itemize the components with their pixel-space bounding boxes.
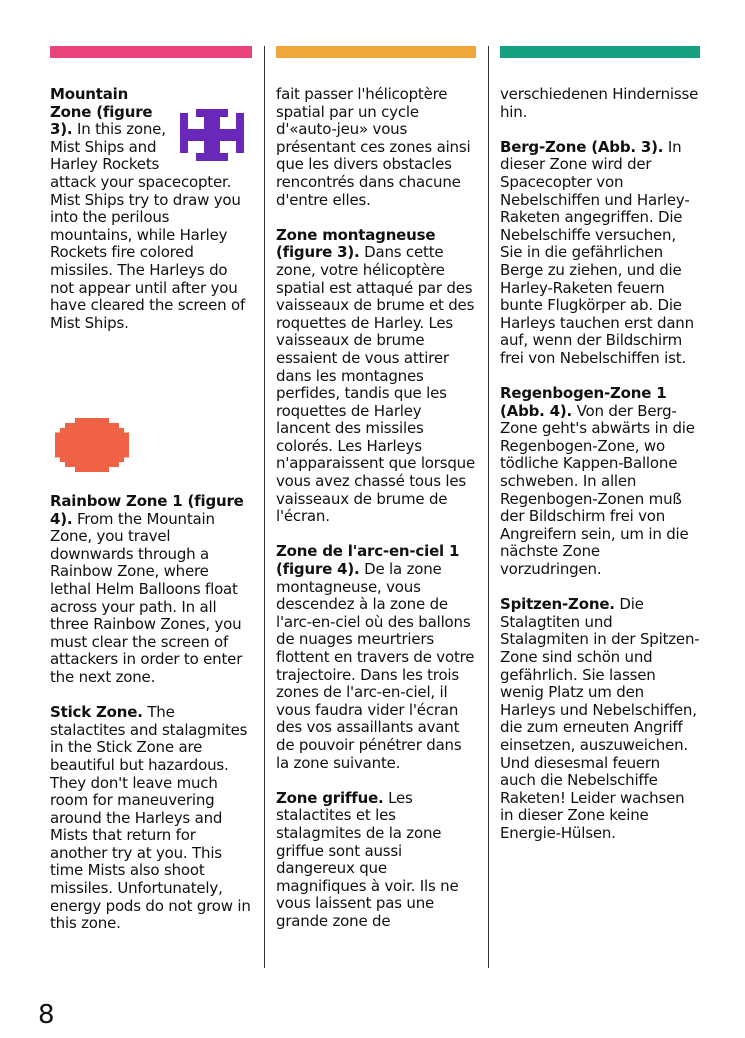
zone-griffue-heading: Zone griffue. [276,788,384,807]
page-number: 8 [38,1000,55,1030]
stick-zone-heading: Stick Zone. [50,703,143,722]
zone-montagneuse-heading: Zone montagneuse (figure 3). [276,225,436,262]
mountain-zone-heading: Mountain Zone (figure 3). [50,85,153,139]
spitzen-zone-paragraph [500,596,700,842]
spitzen-zone-heading: Spitzen-Zone. [500,595,615,614]
color-bar-english [50,46,252,58]
stick-zone-paragraph [50,704,252,933]
regenbogen-zone-heading: Regenbogen-Zone 1 (Abb. 4). [500,384,667,420]
zone-arc-en-ciel-heading: Zone de l'arc-en-ciel 1 (figure 4). [276,542,460,579]
french-column [276,46,476,948]
regenbogen-zone-text: Von der Berg-Zone geht's abwärts in die Regenbogen-Zone, wo tödliche Kappen-Ballone schweben. In allen Regenbogen-Zonen muß der Bildschirm frei von Angreifern sein, um in die nächste Zone vorzudringen. [500,401,695,579]
spitzen-zone-text: Die Stalagtiten und Stalagmiten in der Spitzen-Zone sind schön und gefährlich. Sie lassen wenig Platz um den Harleys und Nebelschiffen, die zum erneuten Angriff einsetzen, auszuweichen. Und diesesmal feuern auch die Nebelschiffe Raketen! Leider wachsen in dieser Zone keine Energie-Hülsen. [500,595,700,842]
mountain-zone-text: In this zone, Mist Ships and Harley Rockets attack your spacecopter. Mist Ships try to draw you into the perilous mountains, while Harley Rockets fire colored missiles. The Harleys do not appear until after you have cleared the screen of Mist Ships. [50,120,246,332]
rainbow-zone-text: From the Mountain Zone, you travel downwards through a Rainbow Zone, where lethal Helm Balloons float across your path. In all three Rainbow Zones, you must clear the screen of attackers in order to enter the next zone. [50,509,243,686]
stick-zone-text: The stalactites and stalagmites in the Stick Zone are beautiful but hazardous. They don't leave much room for maneuvering around the Harleys and Mists that return for another try at you. This time Mists also shoot missiles. Unfortunately, energy pods do not grow in this zone. [50,703,251,933]
color-bar-french [276,46,476,58]
spacecopter-icon [180,108,244,162]
english-column [50,46,252,933]
regenbogen-zone-paragraph [500,385,700,579]
berg-zone-text: In dieser Zone wird der Spacecopter von Nebelschiffen und Harley-Raketen angegriffen. Die Nebelschiffe versuchen, Sie in die gefährlichen Berge zu ziehen, und die Harley-Raketen feuern bunte Flugkörper ab. Die Harleys tauchen erst dann auf, wenn der Bildschirm frei von Nebelschiffen ist. [500,137,694,367]
french-intro-paragraph: fait passer l'hélicoptère spatial par un cycle d'«auto-jeu» vous présentant ces zones ainsi que les divers obstacles rencontrés dans chacune d'entre elles. [276,85,471,209]
helm-balloon-icon [55,418,129,472]
column-divider-2 [488,46,489,968]
berg-zone-paragraph [500,139,700,368]
german-intro-paragraph: verschiedenen Hindernisse hin. [500,85,699,121]
zone-arc-en-ciel-text: De la zone montagneuse, vous descendez à la zone de l'arc-en-ciel où des ballons de nuages meurtriers flottent en travers de votre trajectoire. Dans les trois zones de l'arc-en-ciel, il vous faudra vider l'écran des vos assaillants avant de pouvoir pénétrer dans la zone suivante. [276,560,475,772]
zone-griffue-paragraph [276,790,476,931]
zone-montagneuse-text: Dans cette zone, votre hélicoptère spatial est attaqué par des vaisseaux de brume et des roquettes de Harley. Les vaisseaux de brume essaient de vous attirer dans les montagnes perfides, tandis que les roquettes de Harley lancent des missiles colorés. Les Harleys n'apparaissent que lorsque vous avez chassé tous les vaisseaux de brume de l'écran. [276,243,476,526]
mountain-zone-paragraph [50,86,252,332]
rainbow-zone-heading: Rainbow Zone 1 (figure 4). [50,492,244,528]
column-divider-1 [264,46,265,968]
zone-arc-en-ciel-paragraph [276,543,476,772]
german-column [500,46,700,860]
zone-griffue-text: Les stalactites et les stalagmites de la zone griffue sont aussi dangereux que magnifiques à voir. Ils ne vous laissent pas une grande zone de [276,788,459,930]
zone-montagneuse-paragraph [276,227,476,526]
color-bar-german [500,46,700,58]
rainbow-zone-paragraph [50,493,252,687]
berg-zone-heading: Berg-Zone (Abb. 3). [500,137,664,156]
